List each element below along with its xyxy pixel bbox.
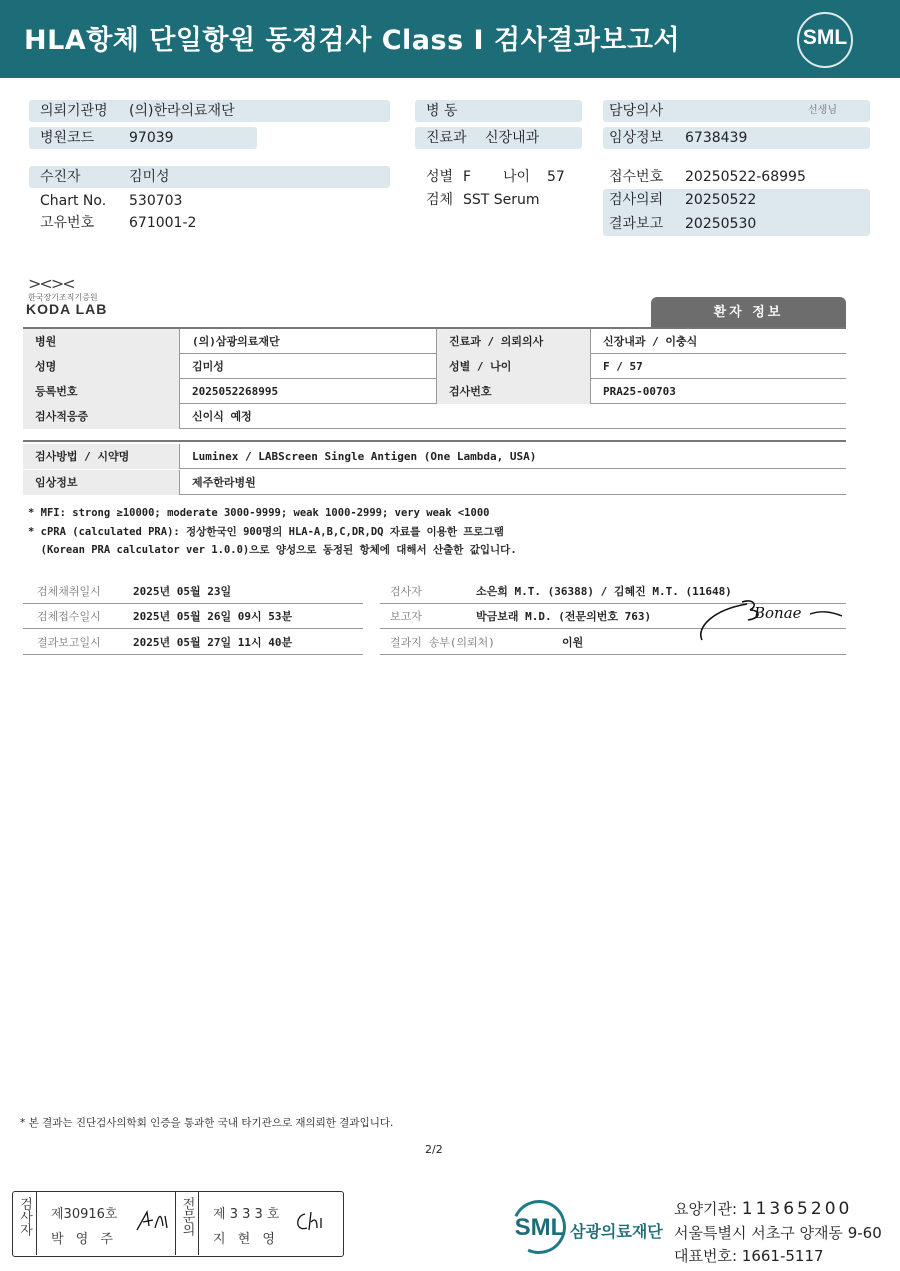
chart-value: 530703 (129, 193, 183, 209)
doctor-label: 담당의사 (609, 103, 664, 119)
receipt-value: 20250522-68995 (685, 169, 806, 185)
table-row (23, 470, 846, 495)
phone-label: 대표번호: (674, 1247, 738, 1265)
reg-label: 등록번호 (23, 379, 179, 404)
table-row (23, 354, 846, 379)
table-row (23, 329, 846, 354)
license-left-name: 박 영 주 (51, 1232, 117, 1247)
reporter-label: 보고자 (390, 610, 422, 623)
phone-value: 1661-5117 (741, 1247, 824, 1265)
patient-value: 김미성 (129, 169, 170, 185)
method-label: 검사방법 / 시약명 (23, 444, 179, 469)
tester-value: 소은희 M.T. (36388) / 김혜진 M.T. (11648) (476, 585, 732, 598)
org-code-value: 11365200 (741, 1199, 853, 1219)
phone-line (674, 1245, 824, 1266)
reg-value: 2025052268995 (179, 379, 436, 404)
koda-sub-text: 한국장기조직기증원 (28, 293, 98, 302)
indication-value: 신이식 예정 (179, 404, 846, 429)
license-tester-vertical (13, 1192, 37, 1255)
result-value: 2025년 05월 27일 11시 40분 (133, 636, 293, 649)
ward-label: 병 동 (426, 103, 458, 119)
report-value: 20250530 (685, 216, 757, 232)
test-no-value: PRA25-00703 (590, 379, 846, 404)
tester-label: 검사자 (390, 585, 422, 598)
license-left-signature (133, 1206, 173, 1236)
institution-label: 의뢰기관명 (40, 103, 108, 119)
license-specialist-vertical (175, 1192, 199, 1255)
collect-label: 검체채취일시 (37, 585, 101, 598)
license-left-no: 제30916호 (51, 1207, 118, 1222)
method-top-border (23, 440, 846, 442)
sml-logo (797, 12, 853, 68)
institution-value: (의)한라의료재단 (129, 103, 235, 119)
specimen-label: 검체 (426, 192, 454, 208)
license-box (12, 1191, 344, 1257)
result-row (23, 631, 363, 655)
specimen-value: SST Serum (463, 192, 540, 208)
table-row (23, 444, 846, 469)
receipt-label: 접수번호 (609, 169, 664, 185)
sex-age-value: F / 57 (590, 354, 846, 379)
org-code-line (674, 1198, 852, 1219)
report-header (0, 0, 900, 78)
report-label: 결과보고 (609, 216, 664, 232)
patient-info-tab: 환자 정보 (651, 297, 846, 328)
koda-lab-logo (24, 274, 134, 320)
patient-label: 수진자 (40, 169, 81, 185)
age-label: 나이 (503, 169, 531, 185)
clinical-info-label: 임상정보 (23, 470, 179, 495)
sml-bottom-logo (510, 1200, 570, 1256)
reporter-signature (692, 588, 852, 648)
request-value: 20250522 (685, 192, 757, 208)
doctor-suffix: 선생님 (808, 105, 837, 116)
patient-bar (29, 166, 390, 188)
koda-x-icon: ><>< (28, 274, 74, 293)
collect-row (23, 580, 363, 604)
clinical-info-value: 제주한라병원 (179, 470, 846, 495)
patient-info-table (23, 329, 846, 431)
sent-label: 결과지 송부(의뢰처) (390, 636, 495, 649)
dept-label: 진료과 (426, 130, 467, 146)
foundation-name: 삼광의료재단 (570, 1222, 663, 1241)
name-label: 성명 (23, 354, 179, 379)
dept-doctor-value: 신장내과 / 이충식 (590, 329, 846, 354)
hospital-value: (의)삼광의료재단 (179, 329, 459, 354)
clinical-label: 임상정보 (609, 130, 664, 146)
sent-value: 이원 (562, 636, 584, 649)
age-value: 57 (547, 169, 565, 185)
indication-label: 검사적응증 (23, 404, 179, 429)
report-title: HLA항체 단일항원 동정검사 Class I 검사결과보고서 (24, 25, 681, 56)
org-code-label: 요양기관: (674, 1200, 738, 1218)
sex-value: F (463, 169, 472, 185)
name-value: 김미성 (179, 354, 436, 379)
footnote: * 본 결과는 진단검사의학회 인증을 통과한 국내 타기관으로 재의뢰한 결과입니다. (20, 1117, 394, 1129)
chart-label: Chart No. (40, 193, 107, 209)
reporter-value: 박금보래 M.D. (전문의번호 763) (476, 610, 652, 623)
license-right-name: 지 현 영 (213, 1232, 279, 1247)
receive-row (23, 605, 363, 629)
method-table (23, 444, 846, 496)
hospital-code-value: 97039 (129, 130, 174, 146)
sex-label: 성별 (426, 169, 454, 185)
license-right-vert-text: 전문의 (179, 1197, 195, 1236)
svg-text:Bonae: Bonae (754, 604, 802, 622)
license-right-no: 제 3 3 3 호 (213, 1207, 280, 1222)
dept-value: 신장내과 (485, 130, 540, 146)
logo-text: SML (802, 26, 848, 49)
receive-label: 검체접수일시 (37, 610, 101, 623)
bottom-logo-text: SML (514, 1214, 566, 1241)
note-cpra: * cPRA (calculated PRA): 정상한국인 900명의 HLA-A,B,C,DR,DQ 자료를 이용한 프로그램 (28, 526, 504, 538)
clinical-value: 6738439 (685, 130, 748, 146)
note-cpra-cont: (Korean PRA calculator ver 1.0.0)으로 양성으로 동정된 항체에 대해서 산출한 값입니다. (28, 544, 517, 556)
unique-label: 고유번호 (40, 215, 95, 231)
note-mfi: * MFI: strong ≥10000; moderate 3000-9999; weak 1000-2999; very weak <1000 (28, 507, 490, 519)
table-row (23, 379, 846, 404)
page-number: 2/2 (425, 1143, 443, 1156)
table-row (23, 404, 846, 429)
hospital-code-label: 병원코드 (40, 130, 95, 146)
request-label: 검사의뢰 (609, 192, 664, 208)
hospital-label: 병원 (23, 329, 179, 354)
license-left-vert-text: 검사자 (17, 1197, 32, 1236)
result-label: 결과보고일시 (37, 636, 101, 649)
method-value: Luminex / LABScreen Single Antigen (One Lambda, USA) (179, 444, 846, 469)
license-right-signature (293, 1206, 333, 1236)
unique-value: 671001-2 (129, 215, 197, 231)
dept-doctor-label: 진료과 / 의뢰의사 (436, 329, 590, 354)
address-line: 서울특별시 서초구 양재동 9-60 (674, 1224, 882, 1242)
koda-name-text: KODA LAB (26, 301, 108, 317)
receive-value: 2025년 05월 26일 09시 53분 (133, 610, 293, 623)
test-no-label: 검사번호 (436, 379, 590, 404)
sex-age-label: 성별 / 나이 (436, 354, 590, 379)
collect-value: 2025년 05월 23일 (133, 585, 232, 598)
